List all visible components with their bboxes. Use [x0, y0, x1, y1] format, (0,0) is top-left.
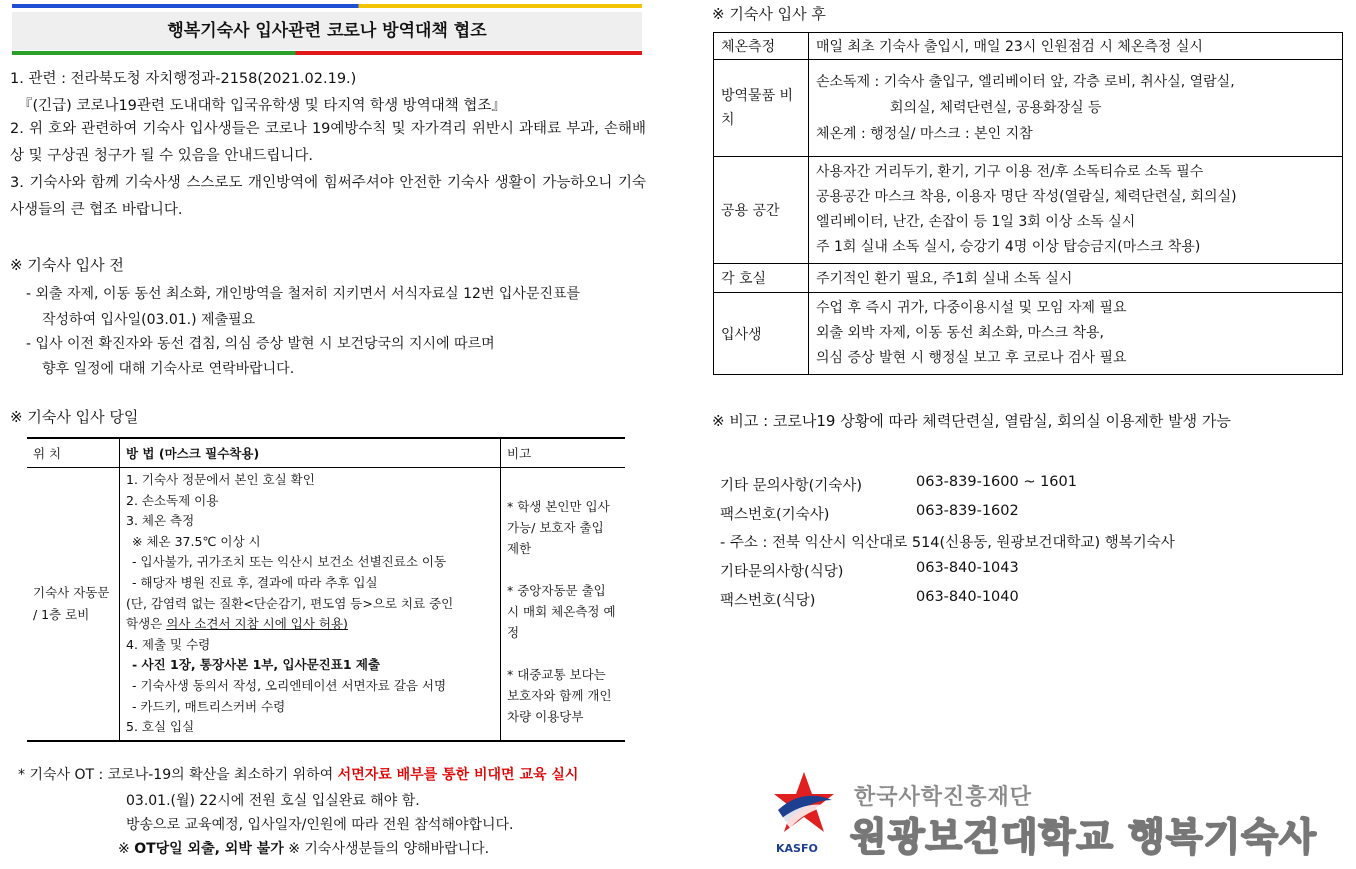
title-top-bar	[12, 4, 642, 8]
ot-line-4-bold: OT당일 외출, 외박 불가	[134, 841, 284, 857]
table-row	[714, 33, 1343, 60]
dayof-table	[27, 437, 625, 742]
method-step-3: 3. 체온 측정	[126, 513, 195, 529]
col-note-header: 비고	[501, 438, 626, 468]
method-step-3e-underline: 의사 소견서 지참 시에 입사 허용)	[166, 616, 348, 632]
ot-line-2: 03.01.(월) 22시에 전원 호실 입실완료 해야 함.	[126, 793, 420, 809]
before-item-2b: 향후 일정에 대해 기숙사로 연락바랍니다.	[42, 361, 295, 377]
row-residents-value	[809, 293, 1343, 375]
method-step-5: 5. 호실 입실	[126, 719, 195, 735]
method-step-4: 4. 제출 및 수령	[126, 636, 211, 652]
supplies-line-3: 체온계 : 행정실/ 마스크 : 본인 지참	[816, 126, 1033, 142]
contact-dorm-fax: 063-839-1602	[916, 503, 1019, 519]
table-row	[714, 264, 1343, 293]
contact-cafeteria-fax-label: 팩스번호(식당)	[720, 593, 816, 609]
note-2: * 중앙자동문 출입 시 매회 체온측정 예정	[507, 583, 616, 640]
method-step-4b: - 기숙사생 동의서 작성, 오리엔테이션 서면자료 갈음 서명	[132, 677, 447, 693]
row-temp-key: 체온측정	[714, 33, 809, 60]
col-location-header: 위 치	[27, 438, 120, 468]
intro-related: 1. 관련 : 전라북도청 자치행정과-2158(2021.02.19.)	[10, 71, 357, 87]
before-heading: ※ 기숙사 입사 전	[10, 256, 124, 274]
before-item-1b: 작성하여 입사일(03.01.) 제출필요	[42, 312, 256, 328]
ot-line-1	[18, 764, 578, 784]
intro-notice: 2. 위 호와 관련하여 기숙사 입사생들은 코로나 19예방수칙 및 자가격리 위반시 과태료 부과, 손해배상 및 구상권 청구가 될 수 있음을 안내드립니다.	[10, 121, 646, 164]
before-item-1a: - 외출 자제, 이동 동선 최소화, 개인방역을 철저히 지키면서 서식자료실 12번 입사문진표를	[26, 286, 581, 302]
supplies-line-1: 손소독제 : 기숙사 출입구, 엘리베이터 앞, 각층 로비, 취사실, 열람실,	[816, 74, 1235, 90]
residents-line-3: 의심 증상 발현 시 행정실 보고 후 코로나 검사 필요	[816, 350, 1127, 366]
method-step-2: 2. 손소독제 이용	[126, 492, 219, 508]
row-residents-key: 입사생	[714, 293, 809, 375]
row-temp-value: 매일 최초 기숙사 출입시, 매일 23시 인원점검 시 체온측정 실시	[809, 33, 1343, 60]
intro-related-title: 『(긴급) 코로나19관련 도내대학 입국유학생 및 타지역 학생 방역대책 협조』	[18, 98, 506, 114]
note-1: * 학생 본인만 입사가능/ 보호자 출입 제한	[507, 499, 610, 556]
method-step-3c: - 해당자 병원 진료 후, 결과에 따라 추후 입실	[132, 574, 378, 590]
note-3: * 대중교통 보다는 보호자와 함께 개인 차량 이용당부	[507, 667, 612, 724]
contact-dorm-fax-label: 팩스번호(기숙사)	[720, 507, 830, 523]
logo-org-name: 한국사학진흥재단	[854, 785, 1033, 810]
ot-line-4	[118, 838, 489, 858]
residents-line-2: 외출 외박 자제, 이동 동선 최소화, 마스크 착용,	[816, 325, 1104, 341]
page-title: 행복기숙사 입사관련 코로나 방역대책 협조	[12, 12, 642, 50]
row-rooms-key: 각 호실	[714, 264, 809, 293]
col-method-header: 방 법 (마스크 필수착용)	[120, 438, 501, 468]
before-item-2a: - 입사 이전 확진자와 동선 겹침, 의심 증상 발현 시 보건당국의 지시에 따르며	[26, 336, 495, 352]
common-line-3: 엘리베이터, 난간, 손잡이 등 1일 3회 이상 소독 실시	[816, 214, 1136, 230]
location-cell: 기숙사 자동문 / 1층 로비	[27, 468, 120, 741]
logo-dorm-name: 원광보건대학교 행복기숙사	[850, 815, 1317, 859]
ot-line-1-text: * 기숙사 OT : 코로나-19의 확산을 최소하기 위하여	[18, 767, 338, 783]
contact-cafeteria-label: 기타문의사항(식당)	[720, 564, 844, 580]
row-common-key: 공용 공간	[714, 157, 809, 264]
note-cell	[501, 468, 626, 741]
contact-cafeteria-phone: 063-840-1043	[916, 560, 1019, 576]
ot-line-1-highlight: 서면자료 배부를 통한 비대면 교육 실시	[337, 767, 579, 783]
supplies-line-2: 회의실, 체력단련실, 공용화장실 등	[890, 100, 1102, 116]
method-step-3d: (단, 감염력 없는 질환<단순감기, 편도염 등>으로 치료 중인	[126, 595, 454, 611]
row-supplies-key: 방역물품 비치	[714, 60, 809, 157]
remark: ※ 비고 : 코로나19 상황에 따라 체력단련실, 열람실, 회의실 이용제한 발생 가능	[712, 412, 1231, 430]
contact-dorm-phone: 063-839-1600 ~ 1601	[916, 474, 1077, 490]
kasfo-mark: KASFO	[776, 842, 818, 855]
dayof-heading: ※ 기숙사 입사 당일	[10, 408, 139, 426]
method-cell	[120, 468, 501, 741]
table-row	[714, 157, 1343, 264]
after-heading: ※ 기숙사 입사 후	[712, 5, 826, 23]
method-step-3b: - 입사불가, 귀가조치 또는 익산시 보건소 선별진료소 이동	[132, 554, 447, 570]
method-step-1: 1. 기숙사 정문에서 본인 호실 확인	[126, 472, 315, 487]
table-row	[27, 468, 625, 741]
method-step-4a: - 사진 1장, 통장사본 1부, 입사문진표1 제출	[132, 657, 381, 673]
common-line-1: 사용자간 거리두기, 환기, 기구 이용 전/후 소독티슈로 소독 필수	[816, 164, 1204, 180]
contact-dorm-label: 기타 문의사항(기숙사)	[720, 478, 862, 494]
residents-line-1: 수업 후 즉시 귀가, 다중이용시설 및 모임 자제 필요	[816, 300, 1127, 316]
title-bottom-bar	[12, 51, 642, 55]
kasfo-logo-icon	[772, 770, 836, 842]
method-step-4c: - 카드키, 매트리스커버 수령	[132, 698, 286, 714]
contact-address: - 주소 : 전북 익산시 익산대로 514(신용동, 원광보건대학교) 행복기숙사	[720, 535, 1175, 551]
method-step-3e-pre: 학생은	[126, 616, 167, 632]
row-rooms-value: 주기적인 환기 필요, 주1회 실내 소독 실시	[809, 264, 1343, 293]
ot-line-3: 방송으로 교육예정, 입사일자/인원에 따라 전원 참석해야합니다.	[126, 817, 514, 833]
common-line-4: 주 1회 실내 소독 실시, 승강기 4명 이상 탑승금지(마스크 착용)	[816, 239, 1201, 255]
table-row	[714, 293, 1343, 375]
common-line-2: 공용공간 마스크 착용, 이용자 명단 작성(열람실, 체력단련실, 회의실)	[816, 189, 1237, 205]
row-common-value	[809, 157, 1343, 264]
table-row	[714, 60, 1343, 157]
contact-cafeteria-fax: 063-840-1040	[916, 589, 1019, 605]
row-supplies-value	[809, 60, 1343, 157]
ot-line-4-post: ※ 기숙사생분들의 양해바랍니다.	[283, 841, 490, 857]
ot-line-4-pre: ※	[118, 841, 135, 857]
method-step-3a: ※ 체온 37.5℃ 이상 시	[132, 533, 261, 549]
method-step-3e	[126, 614, 494, 635]
intro-cooperation: 3. 기숙사와 함께 기숙사생 스스로도 개인방역에 힘써주셔야 안전한 기숙사 생활이 가능하오니 기숙사생들의 큰 협조 바랍니다.	[10, 175, 646, 218]
after-table	[713, 32, 1343, 375]
